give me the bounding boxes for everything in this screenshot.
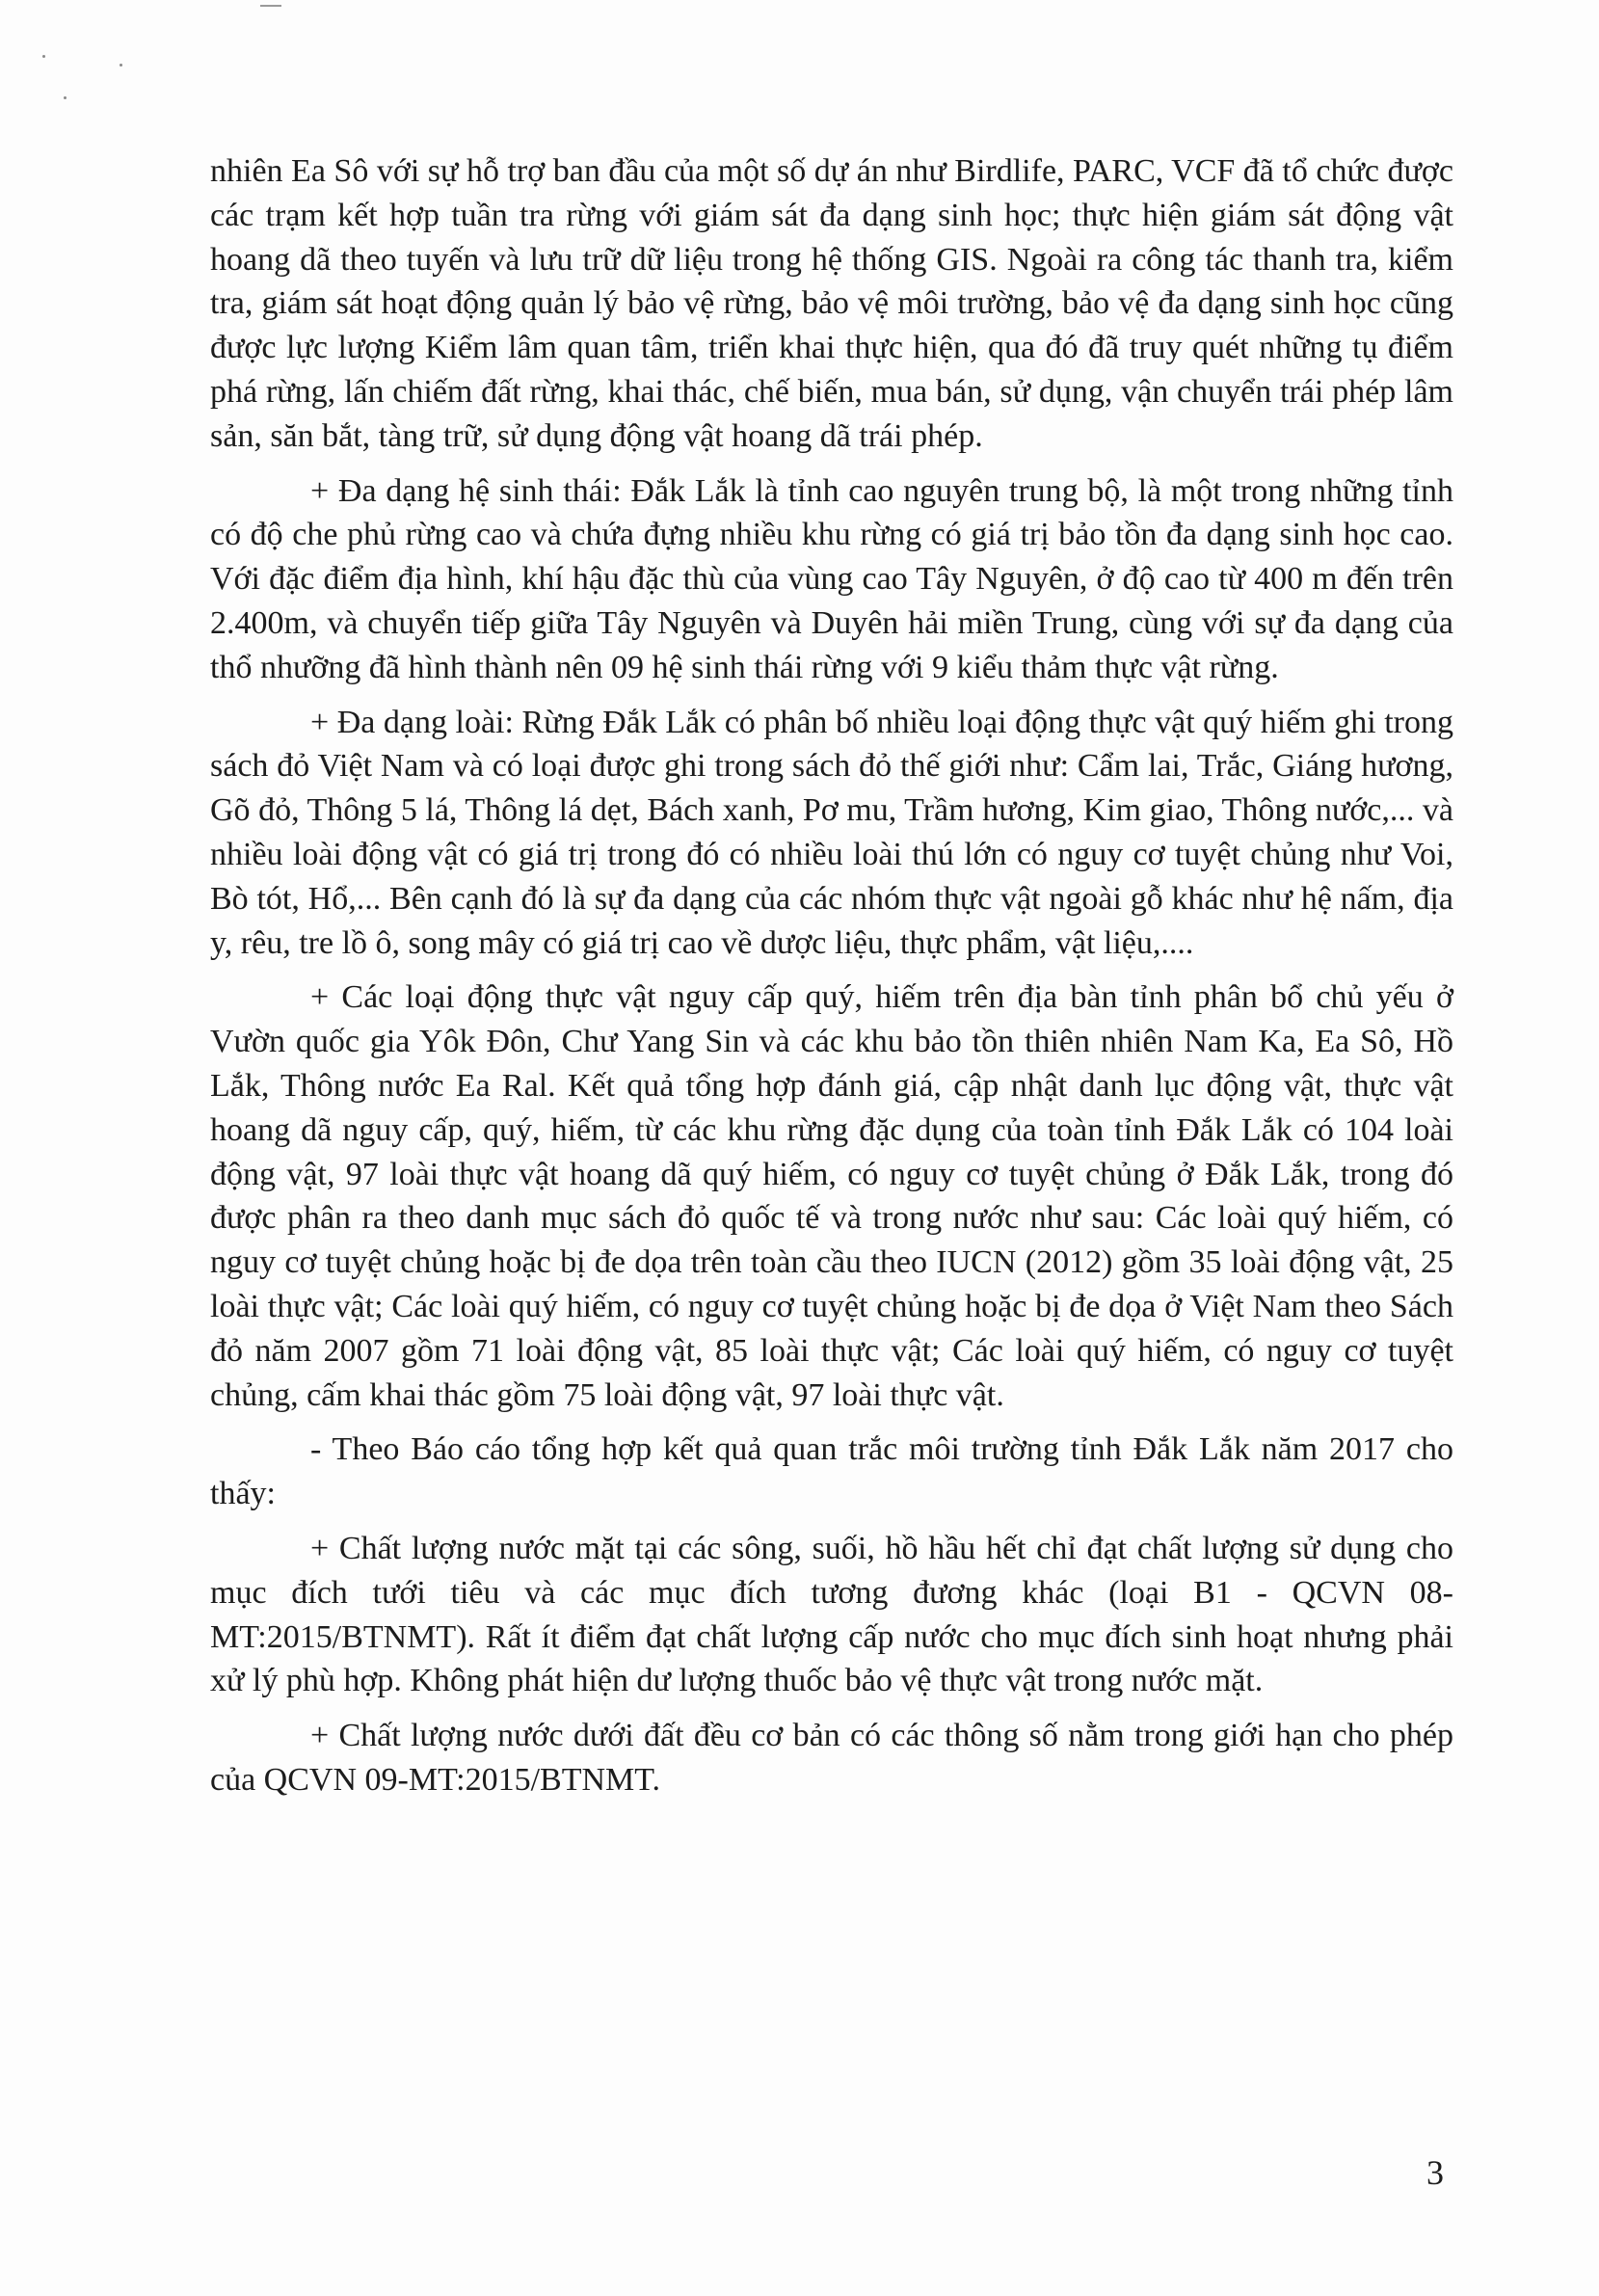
scan-mark bbox=[260, 5, 281, 7]
paragraph: - Theo Báo cáo tổng hợp kết quả quan trắc môi trường tỉnh Đắk Lắk năm 2017 cho thấy: bbox=[210, 1431, 1453, 1512]
page-number: 3 bbox=[1426, 2153, 1444, 2192]
paragraph: + Chất lượng nước dưới đất đều cơ bản có các thông số nằm trong giới hạn cho phép của QCVN 09-MT:2015/BTNMT. bbox=[210, 1718, 1453, 1798]
paragraph: + Đa dạng hệ sinh thái: Đắk Lắk là tỉnh cao nguyên trung bộ, là một trong những tỉnh có độ che phủ rừng cao và chứa đựng nhiều khu rừng có giá trị bảo tồn đa dạng sinh học cao. Với đặc điểm địa hình, khí hậu đặc thù của vùng cao Tây Nguyên, ở độ cao từ 400 m đến trên 2.400m, và chuyển tiếp giữa Tây Nguyên và Duyên hải miền Trung, cùng với sự đa dạng của thổ nhưỡng đã hình thành nên 09 hệ sinh thái rừng với 9 kiểu thảm thực vật rừng. bbox=[210, 472, 1453, 685]
scan-speck bbox=[64, 96, 67, 99]
paragraph: + Chất lượng nước mặt tại các sông, suối, hồ hầu hết chỉ đạt chất lượng sử dụng cho mục đích tưới tiêu và các mục đích tương đương khác (loại B1 - QCVN 08-MT:2015/BTNMT). Rất ít điểm đạt chất lượng cấp nước cho mục đích sinh hoạt nhưng phải xử lý phù hợp. Không phát hiện dư lượng thuốc bảo vệ thực vật trong nước mặt. bbox=[210, 1530, 1453, 1699]
paragraph: + Đa dạng loài: Rừng Đắk Lắk có phân bố nhiều loại động thực vật quý hiếm ghi trong sách đỏ Việt Nam và có loại được ghi trong sách đỏ thế giới như: Cẩm lai, Trắc, Giáng hương, Gõ đỏ, Thông 5 lá, Thông lá dẹt, Bách xanh, Pơ mu, Trầm hương, Kim giao, Thông nước,... và nhiều loài động vật có giá trị trong đó có nhiều loài thú lớn có nguy cơ tuyệt chủng như Voi, Bò tót, Hổ,... Bên cạnh đó là sự đa dạng của các nhóm thực vật ngoài gỗ khác như hệ nấm, địa y, rêu, tre lồ ô, song mây có giá trị cao về dược liệu, thực phẩm, vật liệu,.... bbox=[210, 704, 1453, 961]
paragraph: nhiên Ea Sô với sự hỗ trợ ban đầu của một số dự án như Birdlife, PARC, VCF đã tổ chức được các trạm kết hợp tuần tra rừng với giám sát đa dạng sinh học; thực hiện giám sát động vật hoang dã theo tuyến và lưu trữ dữ liệu trong hệ thống GIS. Ngoài ra công tác thanh tra, kiểm tra, giám sát hoạt động quản lý bảo vệ rừng, bảo vệ môi trường, bảo vệ đa dạng sinh học cũng được lực lượng Kiểm lâm quan tâm, triển khai thực hiện, qua đó đã truy quét những tụ điểm phá rừng, lấn chiếm đất rừng, khai thác, chế biến, mua bán, sử dụng, vận chuyển trái phép lâm sản, săn bắt, tàng trữ, sử dụng động vật hoang dã trái phép. bbox=[210, 153, 1453, 454]
paragraph: + Các loại động thực vật nguy cấp quý, hiếm trên địa bàn tỉnh phân bổ chủ yếu ở Vườn quốc gia Yôk Đôn, Chư Yang Sin và các khu bảo tồn thiên nhiên Nam Ka, Ea Sô, Hồ Lắk, Thông nước Ea Ral. Kết quả tổng hợp đánh giá, cập nhật danh lục động vật, thực vật hoang dã nguy cấp, quý, hiếm, từ các khu rừng đặc dụng của toàn tỉnh Đắk Lắk có 104 loài động vật, 97 loài thực vật hoang dã quý hiếm, có nguy cơ tuyệt chủng ở Đắk Lắk, trong đó được phân ra theo danh mục sách đỏ quốc tế và trong nước như sau: Các loài quý hiếm, có nguy cơ tuyệt chủng hoặc bị đe dọa trên toàn cầu theo IUCN (2012) gồm 35 loài động vật, 25 loài thực vật; Các loài quý hiếm, có nguy cơ tuyệt chủng hoặc bị đe dọa ở Việt Nam theo Sách đỏ năm 2007 gồm 71 loài động vật, 85 loài thực vật; Các loài quý hiếm, có nguy cơ tuyệt chủng, cấm khai thác gồm 75 loài động vật, 97 loài thực vật. bbox=[210, 979, 1453, 1413]
scan-speck bbox=[42, 55, 45, 58]
document-body bbox=[210, 149, 1453, 1813]
scan-speck bbox=[120, 64, 122, 67]
